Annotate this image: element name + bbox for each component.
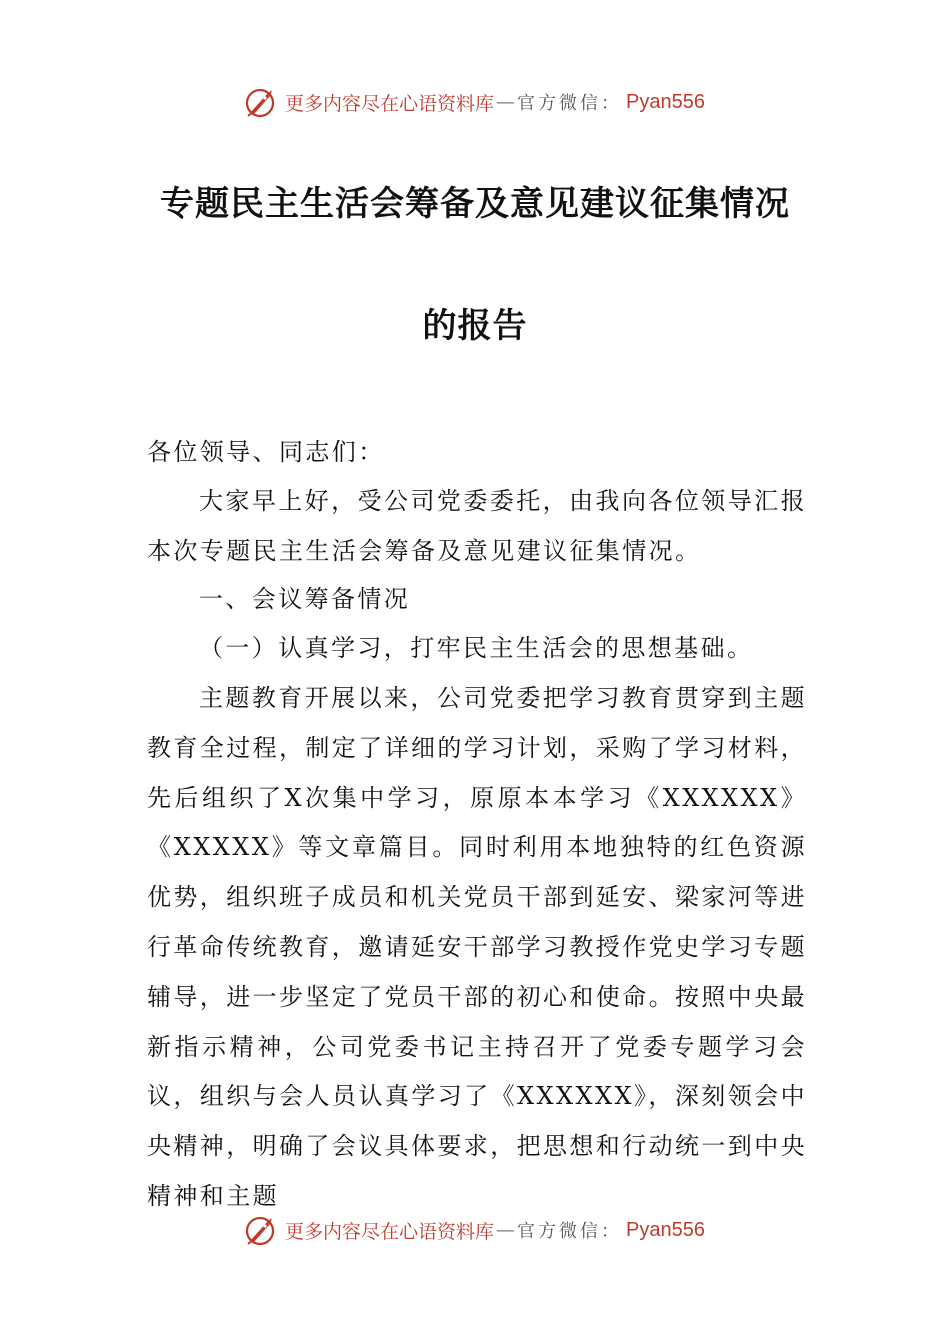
footer-watermark [0, 1208, 950, 1252]
watermark-sub-text: 官方微信： [517, 1221, 623, 1242]
document-title-line1: 专题民主生活会筹备及意见建议征集情况 [160, 184, 790, 224]
salutation: 各位领导、同志们： [147, 438, 385, 466]
section-subheading: （一）认真学习，打牢民主生活会的思想基础。 [199, 634, 754, 662]
watermark-sub-text: 官方微信： [517, 93, 623, 114]
watermark-dash: — [496, 1219, 516, 1241]
watermark-dash: — [496, 91, 516, 113]
header-watermark [0, 80, 950, 124]
section-heading: 一、会议筹备情况 [199, 585, 411, 613]
pen-nib-logo-icon [245, 1213, 279, 1247]
paragraph-intro: 大家早上好，受公司党委委托，由我向各位领导汇报本次专题民主生活会筹备及意见建议征集情况。 [147, 487, 807, 565]
document-title-line2: 的报告 [422, 306, 528, 346]
watermark-main-text: 更多内容尽在心语资料库 [285, 92, 495, 115]
watermark-id: Pyan556 [626, 1218, 705, 1241]
watermark-main-text: 更多内容尽在心语资料库 [285, 1220, 495, 1243]
watermark-id: Pyan556 [626, 90, 705, 113]
paragraph-body: 主题教育开展以来，公司党委把学习教育贯穿到主题教育全过程，制定了详细的学习计划，采购了学习材料，先后组织了X次集中学习，原原本本学习《XXXXXX》《XXXXX》等文章篇目。同时利用本地独特的红色资源优势，组织班子成员和机关党员干部到延安、梁家河等进行革命传统教育，邀请延安干部学习教授作党史学习专题辅导，进一步坚定了党员干部的初心和使命。按照中央最新指示精神，公司党委书记主持召开了党委专题学习会议，组织与会人员认真学习了《XXXXXX》，深刻领会中央精神，明确了会议具体要求，把思想和行动统一到中央精神和主题 [147, 684, 807, 1210]
pen-nib-logo-icon [245, 85, 279, 119]
